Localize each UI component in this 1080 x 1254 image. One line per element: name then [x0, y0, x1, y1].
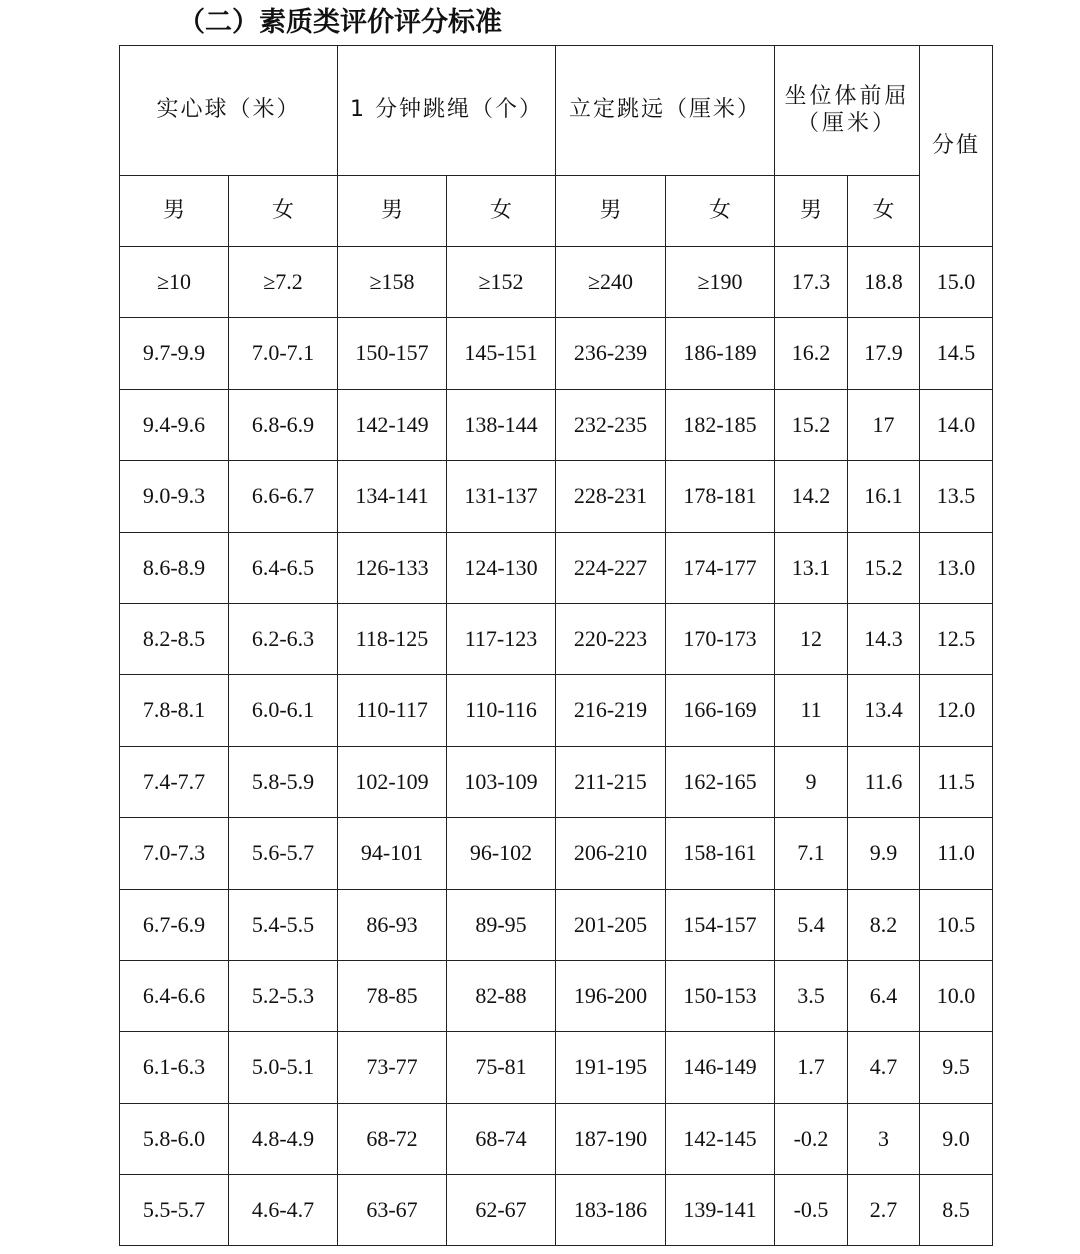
rope-skip-female-header: 女	[447, 176, 556, 247]
header-shot-put: 实心球（米）	[120, 46, 338, 176]
sit-reach-male-cell: 7.1	[775, 818, 848, 889]
shot-put-male-cell: 8.2-8.5	[120, 603, 229, 674]
sit-reach-female-cell: 8.2	[848, 889, 920, 960]
header-long-jump: 立定跳远（厘米）	[556, 46, 775, 176]
shot-put-male-cell: 9.7-9.9	[120, 318, 229, 389]
sex-header-row	[120, 176, 993, 247]
shot-put-female-cell: 6.8-6.9	[229, 389, 338, 460]
sit-reach-female-cell: 6.4	[848, 960, 920, 1031]
long-jump-female-cell: 158-161	[666, 818, 775, 889]
rope-skip-female-cell: 103-109	[447, 746, 556, 817]
long-jump-female-cell: 142-145	[666, 1103, 775, 1174]
rope-skip-female-cell: 82-88	[447, 960, 556, 1031]
header-score: 分值	[920, 46, 993, 247]
shot-put-male-cell: ≥10	[120, 247, 229, 318]
sit-reach-female-cell: 14.3	[848, 603, 920, 674]
score-value-cell: 10.0	[920, 960, 993, 1031]
long-jump-male-cell: 196-200	[556, 960, 666, 1031]
long-jump-female-cell: 150-153	[666, 960, 775, 1031]
rope-skip-male-cell: 134-141	[338, 461, 447, 532]
rope-skip-female-cell: 96-102	[447, 818, 556, 889]
rope-skip-male-cell: 110-117	[338, 675, 447, 746]
shot-put-male-cell: 9.0-9.3	[120, 461, 229, 532]
rope-skip-female-cell: 68-74	[447, 1103, 556, 1174]
rope-skip-female-cell: 124-130	[447, 532, 556, 603]
table-row	[120, 461, 993, 532]
table-row	[120, 1175, 993, 1246]
rope-skip-female-cell: 145-151	[447, 318, 556, 389]
sit-reach-male-cell: 9	[775, 746, 848, 817]
header-rope-skip: 1 分钟跳绳（个）	[338, 46, 556, 176]
long-jump-female-cell: 174-177	[666, 532, 775, 603]
rope-skip-female-cell: 117-123	[447, 603, 556, 674]
long-jump-female-cell: 154-157	[666, 889, 775, 960]
rope-skip-male-cell: 126-133	[338, 532, 447, 603]
table-row	[120, 675, 993, 746]
table-row	[120, 1032, 993, 1103]
shot-put-female-cell: 5.0-5.1	[229, 1032, 338, 1103]
long-jump-female-cell: 182-185	[666, 389, 775, 460]
long-jump-female-cell: 139-141	[666, 1175, 775, 1246]
shot-put-female-cell: 5.4-5.5	[229, 889, 338, 960]
long-jump-male-cell: 206-210	[556, 818, 666, 889]
rope-skip-female-cell: 62-67	[447, 1175, 556, 1246]
shot-put-male-cell: 7.8-8.1	[120, 675, 229, 746]
sit-reach-male-cell: 16.2	[775, 318, 848, 389]
sit-reach-female-cell: 9.9	[848, 818, 920, 889]
score-value-cell: 9.0	[920, 1103, 993, 1174]
shot-put-female-cell: 6.6-6.7	[229, 461, 338, 532]
sit-reach-male-cell: 1.7	[775, 1032, 848, 1103]
sit-reach-female-cell: 2.7	[848, 1175, 920, 1246]
sit-reach-female-cell: 16.1	[848, 461, 920, 532]
score-value-cell: 15.0	[920, 247, 993, 318]
long-jump-male-cell: 224-227	[556, 532, 666, 603]
score-value-cell: 13.5	[920, 461, 993, 532]
long-jump-male-cell: 201-205	[556, 889, 666, 960]
rope-skip-male-cell: 118-125	[338, 603, 447, 674]
table-row	[120, 389, 993, 460]
rope-skip-male-cell: 94-101	[338, 818, 447, 889]
shot-put-male-cell: 5.5-5.7	[120, 1175, 229, 1246]
long-jump-female-cell: 178-181	[666, 461, 775, 532]
long-jump-male-cell: 228-231	[556, 461, 666, 532]
shot-put-male-cell: 7.0-7.3	[120, 818, 229, 889]
shot-put-female-cell: 5.6-5.7	[229, 818, 338, 889]
score-value-cell: 9.5	[920, 1032, 993, 1103]
rope-skip-male-cell: ≥158	[338, 247, 447, 318]
rope-skip-male-cell: 78-85	[338, 960, 447, 1031]
shot-put-female-cell: 6.0-6.1	[229, 675, 338, 746]
sit-reach-female-cell: 13.4	[848, 675, 920, 746]
sit-reach-male-header: 男	[775, 176, 848, 247]
long-jump-male-cell: 232-235	[556, 389, 666, 460]
score-value-cell: 12.0	[920, 675, 993, 746]
sit-reach-female-cell: 4.7	[848, 1032, 920, 1103]
sit-reach-male-cell: -0.5	[775, 1175, 848, 1246]
rope-skip-female-cell: 89-95	[447, 889, 556, 960]
shot-put-female-cell: 4.8-4.9	[229, 1103, 338, 1174]
long-jump-male-cell: 211-215	[556, 746, 666, 817]
shot-put-female-cell: ≥7.2	[229, 247, 338, 318]
long-jump-female-cell: 162-165	[666, 746, 775, 817]
long-jump-female-cell: 170-173	[666, 603, 775, 674]
sit-reach-female-cell: 17.9	[848, 318, 920, 389]
long-jump-male-cell: 236-239	[556, 318, 666, 389]
sit-reach-male-cell: 3.5	[775, 960, 848, 1031]
table-row	[120, 746, 993, 817]
sit-reach-male-cell: 17.3	[775, 247, 848, 318]
long-jump-female-cell: 186-189	[666, 318, 775, 389]
sit-reach-male-cell: -0.2	[775, 1103, 848, 1174]
table-row	[120, 247, 993, 318]
sit-reach-male-cell: 12	[775, 603, 848, 674]
score-value-cell: 14.0	[920, 389, 993, 460]
long-jump-male-cell: ≥240	[556, 247, 666, 318]
shot-put-female-cell: 6.4-6.5	[229, 532, 338, 603]
page-title: （二）素质类评价评分标准	[178, 7, 502, 38]
shot-put-female-cell: 6.2-6.3	[229, 603, 338, 674]
table-row	[120, 818, 993, 889]
long-jump-male-cell: 187-190	[556, 1103, 666, 1174]
sit-reach-male-cell: 13.1	[775, 532, 848, 603]
sit-reach-male-cell: 14.2	[775, 461, 848, 532]
shot-put-male-cell: 7.4-7.7	[120, 746, 229, 817]
sit-reach-female-cell: 15.2	[848, 532, 920, 603]
table-row	[120, 603, 993, 674]
rope-skip-female-cell: ≥152	[447, 247, 556, 318]
table-row	[120, 960, 993, 1031]
table-row	[120, 318, 993, 389]
rope-skip-male-cell: 86-93	[338, 889, 447, 960]
shot-put-female-cell: 4.6-4.7	[229, 1175, 338, 1246]
long-jump-male-header: 男	[556, 176, 666, 247]
table-row	[120, 1103, 993, 1174]
sit-reach-male-cell: 11	[775, 675, 848, 746]
sit-reach-male-cell: 5.4	[775, 889, 848, 960]
shot-put-male-cell: 8.6-8.9	[120, 532, 229, 603]
rope-skip-female-cell: 75-81	[447, 1032, 556, 1103]
long-jump-female-header: 女	[666, 176, 775, 247]
score-value-cell: 10.5	[920, 889, 993, 960]
table-row	[120, 532, 993, 603]
shot-put-male-cell: 6.7-6.9	[120, 889, 229, 960]
long-jump-male-cell: 220-223	[556, 603, 666, 674]
rope-skip-male-cell: 142-149	[338, 389, 447, 460]
rope-skip-male-header: 男	[338, 176, 447, 247]
rope-skip-male-cell: 68-72	[338, 1103, 447, 1174]
shot-put-male-header: 男	[120, 176, 229, 247]
score-value-cell: 14.5	[920, 318, 993, 389]
shot-put-female-header: 女	[229, 176, 338, 247]
sit-reach-female-cell: 18.8	[848, 247, 920, 318]
score-value-cell: 11.0	[920, 818, 993, 889]
rope-skip-male-cell: 150-157	[338, 318, 447, 389]
shot-put-female-cell: 5.8-5.9	[229, 746, 338, 817]
long-jump-male-cell: 191-195	[556, 1032, 666, 1103]
score-table	[119, 45, 993, 1246]
table-row	[120, 889, 993, 960]
rope-skip-female-cell: 131-137	[447, 461, 556, 532]
header-sit-reach: 坐位体前屈（厘米）	[775, 46, 920, 176]
long-jump-male-cell: 216-219	[556, 675, 666, 746]
rope-skip-female-cell: 138-144	[447, 389, 556, 460]
rope-skip-male-cell: 73-77	[338, 1032, 447, 1103]
header-row	[120, 46, 993, 176]
long-jump-female-cell: 166-169	[666, 675, 775, 746]
long-jump-male-cell: 183-186	[556, 1175, 666, 1246]
long-jump-female-cell: ≥190	[666, 247, 775, 318]
sit-reach-female-cell: 11.6	[848, 746, 920, 817]
shot-put-female-cell: 5.2-5.3	[229, 960, 338, 1031]
score-value-cell: 11.5	[920, 746, 993, 817]
shot-put-male-cell: 6.4-6.6	[120, 960, 229, 1031]
score-value-cell: 12.5	[920, 603, 993, 674]
shot-put-female-cell: 7.0-7.1	[229, 318, 338, 389]
shot-put-male-cell: 5.8-6.0	[120, 1103, 229, 1174]
rope-skip-male-cell: 102-109	[338, 746, 447, 817]
shot-put-male-cell: 6.1-6.3	[120, 1032, 229, 1103]
sit-reach-female-cell: 17	[848, 389, 920, 460]
sit-reach-female-cell: 3	[848, 1103, 920, 1174]
shot-put-male-cell: 9.4-9.6	[120, 389, 229, 460]
long-jump-female-cell: 146-149	[666, 1032, 775, 1103]
rope-skip-female-cell: 110-116	[447, 675, 556, 746]
sit-reach-male-cell: 15.2	[775, 389, 848, 460]
score-value-cell: 8.5	[920, 1175, 993, 1246]
score-value-cell: 13.0	[920, 532, 993, 603]
rope-skip-male-cell: 63-67	[338, 1175, 447, 1246]
sit-reach-female-header: 女	[848, 176, 920, 247]
